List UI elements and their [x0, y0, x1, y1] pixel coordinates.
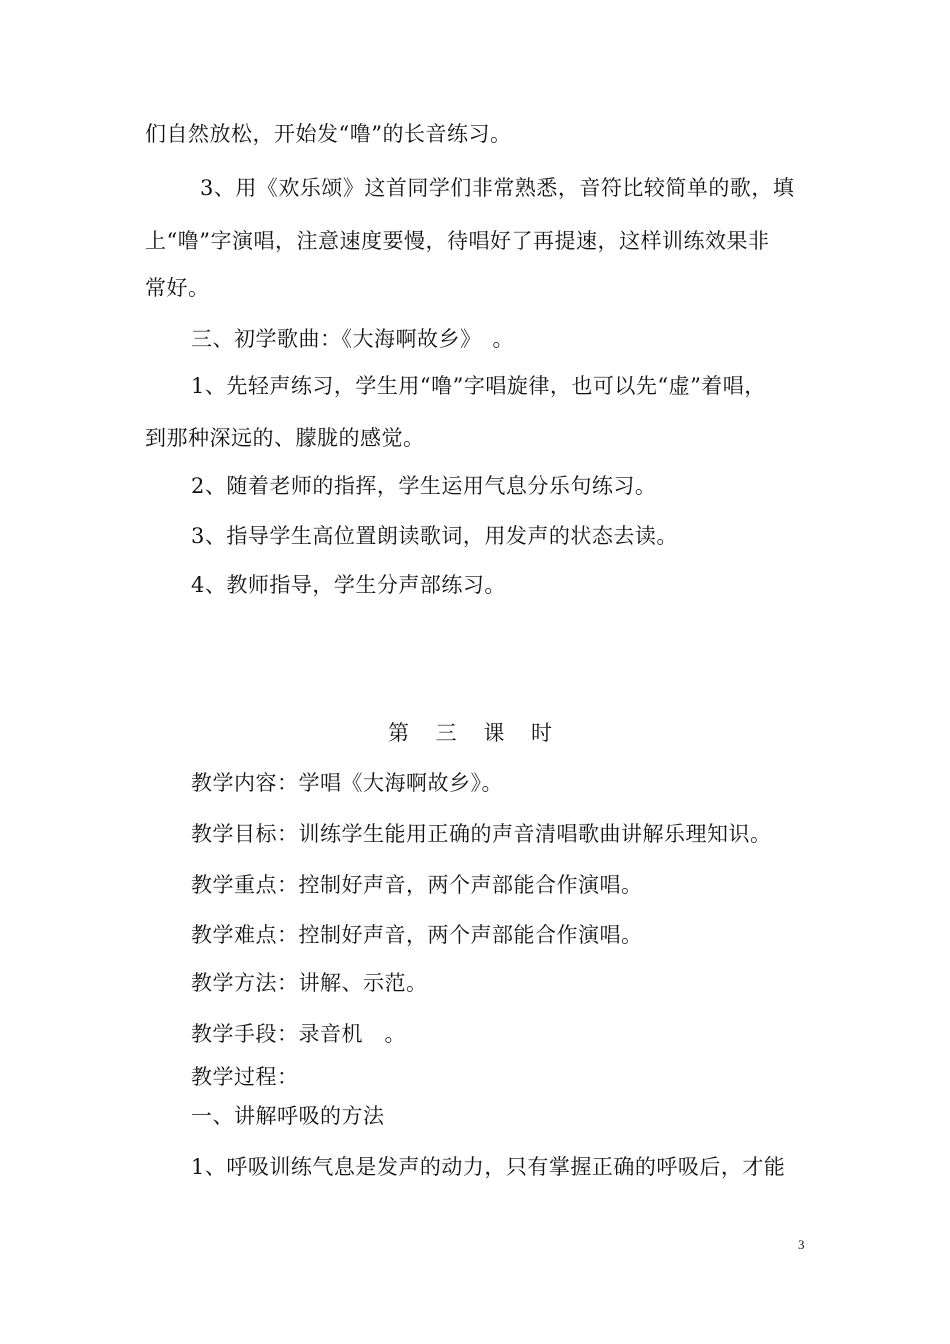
paragraph-line: 3、用《欢乐颂》这首同学们非常熟悉，音符比较简单的歌，填 — [200, 176, 795, 200]
page-number: 3 — [798, 1237, 805, 1252]
paragraph-line: 3、指导学生高位置朗读歌词，用发声的状态去读。 — [191, 524, 678, 548]
lesson-info-line: 教学目标：训练学生能用正确的声音清唱歌曲讲解乐理知识。 — [191, 822, 772, 846]
section-heading-line: 一、讲解呼吸的方法 — [191, 1104, 385, 1128]
paragraph-line: 到那种深远的、朦胧的感觉。 — [145, 426, 425, 450]
lesson-info-line: 教学手段：录音机 。 — [191, 1022, 406, 1046]
paragraph-line: 常好。 — [145, 276, 210, 300]
lesson-info-line: 教学方法：讲解、示范。 — [191, 971, 428, 995]
lesson-heading: 第 三 课 时 — [387, 721, 563, 745]
section-heading-line: 三、初学歌曲：《大海啊故乡》 。 — [191, 327, 514, 351]
lesson-info-line: 教学内容：学唱《大海啊故乡》。 — [191, 771, 503, 795]
paragraph-line: 们自然放松，开始发“噜”的长音练习。 — [145, 122, 512, 146]
lesson-info-line: 教学难点：控制好声音，两个声部能合作演唱。 — [191, 923, 643, 947]
paragraph-line: 上“噜”字演唱，注意速度要慢，待唱好了再提速，这样训练效果非 — [145, 229, 770, 253]
paragraph-line: 1、先轻声练习，学生用“噜”字唱旋律，也可以先“虚”着唱， — [191, 374, 766, 398]
paragraph-line: 4、教师指导，学生分声部练习。 — [191, 573, 506, 597]
lesson-info-line: 教学过程： — [191, 1065, 299, 1089]
paragraph-line: 1、呼吸训练气息是发声的动力，只有掌握正确的呼吸后，才能 — [191, 1155, 786, 1179]
lesson-info-line: 教学重点：控制好声音，两个声部能合作演唱。 — [191, 873, 643, 897]
paragraph-line: 2、随着老师的指挥，学生运用气息分乐句练习。 — [191, 474, 657, 498]
